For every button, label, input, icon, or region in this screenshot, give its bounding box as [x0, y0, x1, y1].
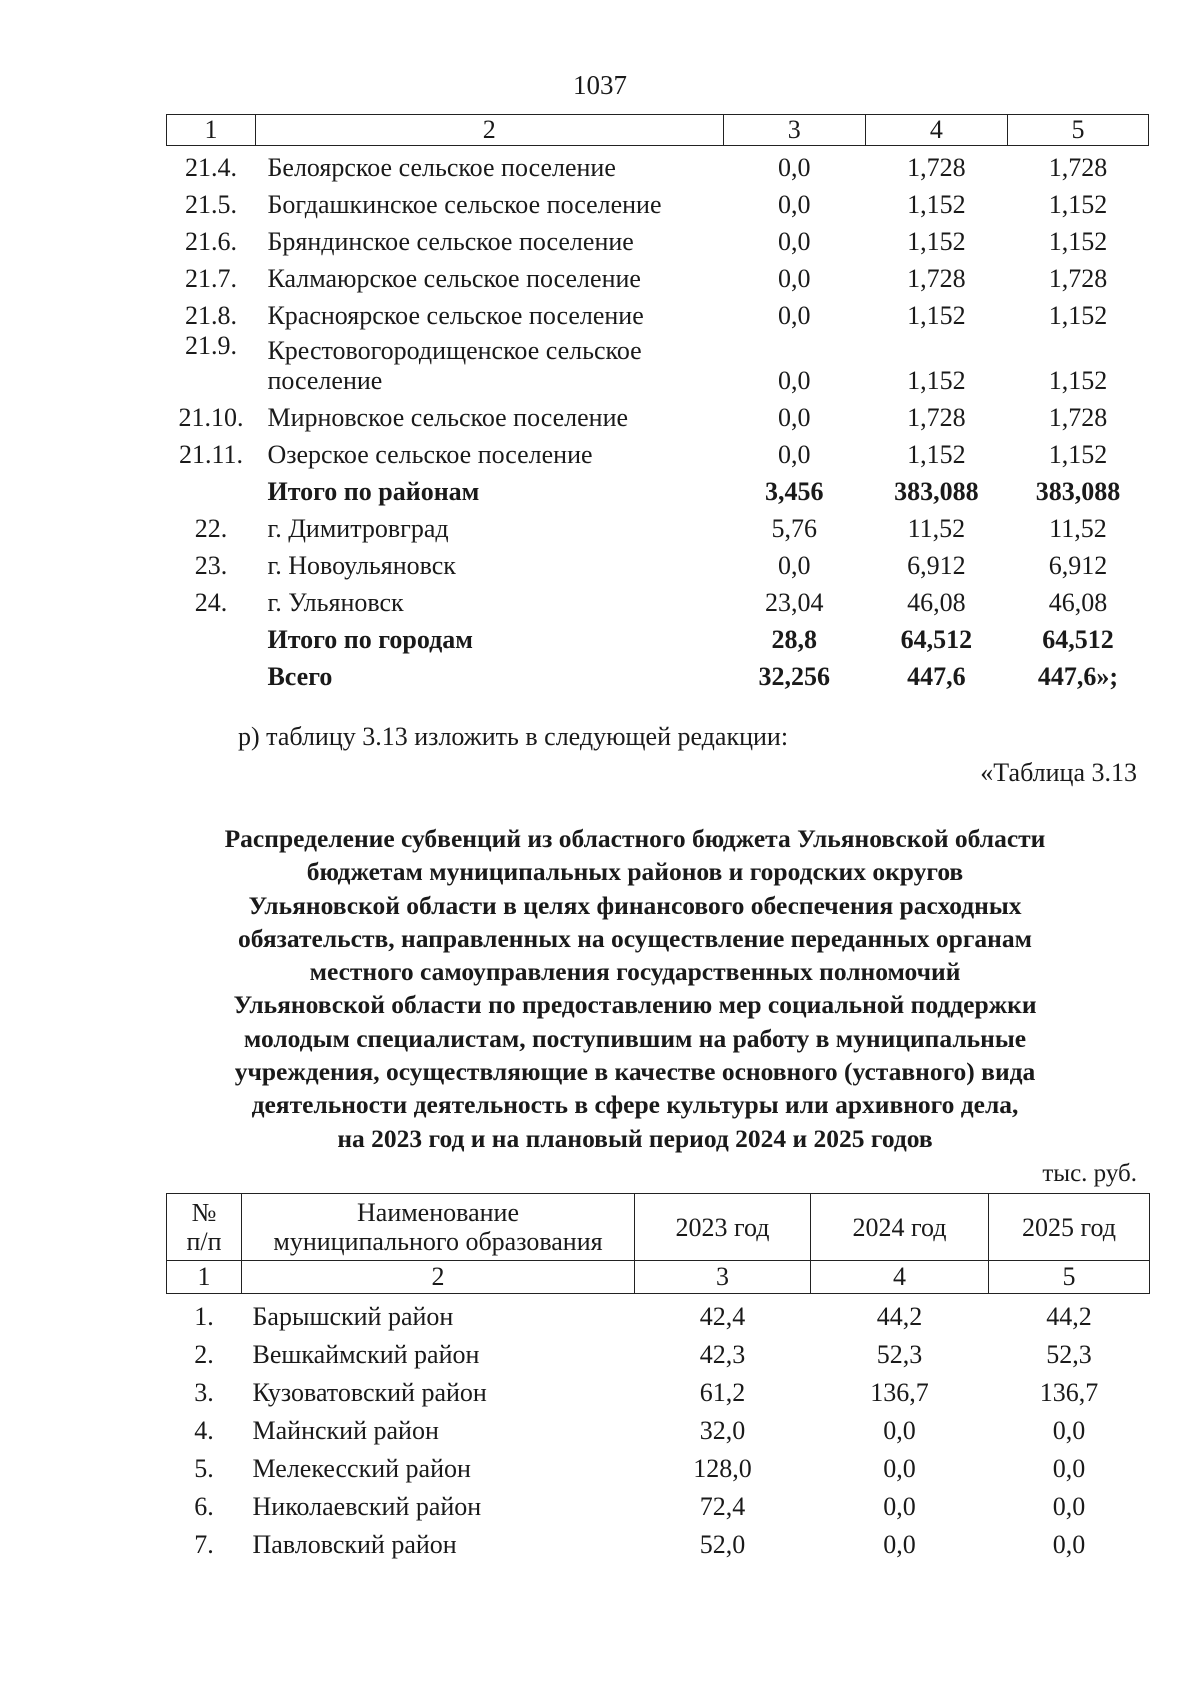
row-number — [167, 655, 256, 692]
row-value-2023: 128,0 — [693, 1454, 752, 1483]
subtotal-row-districts — [167, 470, 1149, 507]
table-1 — [166, 114, 1149, 692]
table-row — [167, 331, 1149, 396]
page-number: 1037 — [573, 70, 627, 100]
header-number-line-1: № — [191, 1198, 217, 1227]
row-name: Майнский район — [252, 1416, 439, 1445]
row-number: 21.6. — [184, 227, 237, 256]
table-1-colnum-4: 4 — [865, 115, 1007, 146]
row-value-2023: 0,0 — [777, 301, 811, 330]
row-value-2024: 0,0 — [883, 1530, 916, 1559]
row-name: Всего — [267, 662, 333, 691]
row-value-2023: 61,2 — [699, 1378, 746, 1407]
table-row — [167, 146, 1149, 184]
row-value-2025: 0,0 — [1052, 1530, 1086, 1559]
title-line: Ульяновской области в целях финансового обеспечения расходных — [248, 890, 1022, 920]
row-value-2025: 11,52 — [1049, 514, 1107, 543]
table-row — [167, 433, 1149, 470]
row-value-2025: 64,512 — [1042, 625, 1114, 654]
table-row — [167, 1370, 1150, 1408]
row-name: Калмаюрское сельское поселение — [267, 264, 641, 293]
row-value-2023: 32,256 — [758, 662, 830, 691]
row-value-2023: 0,0 — [777, 227, 811, 256]
table-reference: «Таблица 3.13 — [980, 758, 1137, 787]
row-value-2023: 0,0 — [777, 190, 811, 219]
row-name: Кузоватовский район — [252, 1378, 487, 1407]
row-value-2025: 447,6»; — [1037, 662, 1119, 691]
row-value-2024: 64,512 — [900, 625, 973, 654]
row-value-2025: 6,912 — [1048, 551, 1108, 580]
row-number: 5. — [194, 1454, 214, 1483]
row-value-2024: 1,728 — [907, 403, 966, 432]
table-row — [167, 294, 1149, 331]
row-value-2024: 383,088 — [894, 477, 979, 506]
row-name: Павловский район — [252, 1530, 457, 1559]
row-number: 21.10. — [178, 403, 244, 432]
row-number: 21.5. — [184, 190, 237, 219]
row-number: 23. — [194, 551, 228, 580]
table-2-colnum-2: 2 — [242, 1261, 635, 1294]
title-line: молодым специалистам, поступившим на работу в муниципальные — [243, 1023, 1027, 1053]
row-name: г. Ульяновск — [267, 588, 404, 617]
row-value-2025: 1,728 — [1048, 264, 1108, 293]
row-number: 21.7. — [184, 264, 237, 293]
row-name: Итого по городам — [267, 625, 473, 654]
row-value-2023: 42,3 — [699, 1340, 746, 1369]
row-value-2024: 1,152 — [907, 227, 966, 256]
row-number: 21.4. — [184, 153, 237, 182]
row-value-2023: 0,0 — [777, 264, 811, 293]
row-value-2025: 1,152 — [1048, 227, 1108, 256]
row-number — [167, 618, 256, 655]
title-line: учреждения, осуществляющие в качестве основного (уставного) вида — [234, 1057, 1036, 1087]
row-value-2024: 1,152 — [907, 440, 966, 469]
row-value-2023: 5,76 — [771, 514, 817, 543]
row-value-2025: 1,152 — [1048, 366, 1108, 395]
table-row — [167, 1446, 1150, 1484]
row-name: Вешкаймский район — [252, 1340, 480, 1369]
row-number: 24. — [194, 588, 228, 617]
table-row — [167, 257, 1149, 294]
row-value-2023: 32,0 — [699, 1416, 746, 1445]
table-2-colnum-4: 4 — [811, 1261, 989, 1294]
row-value-2025: 1,728 — [1048, 403, 1108, 432]
row-name-line-2: поселение — [267, 366, 383, 395]
row-name: Белоярское сельское поселение — [267, 153, 616, 182]
row-number — [167, 470, 256, 507]
row-value-2024: 6,912 — [907, 551, 966, 580]
row-name-line-1: Крестовогородищенское сельское — [267, 336, 642, 365]
header-number — [167, 1194, 242, 1261]
header-2024: 2024 год — [811, 1194, 989, 1261]
row-value-2025: 1,728 — [1048, 153, 1108, 182]
table-row — [167, 183, 1149, 220]
row-name: г. Димитровград — [267, 514, 449, 543]
row-value-2025: 1,152 — [1048, 301, 1108, 330]
row-value-2024: 44,2 — [876, 1302, 923, 1331]
title-line: местного самоуправления государственных полномочий — [309, 957, 961, 987]
row-number: 21.8. — [184, 301, 237, 330]
table-row — [167, 220, 1149, 257]
table-2-colnum-1: 1 — [167, 1261, 242, 1294]
row-value-2024: 52,3 — [876, 1340, 923, 1369]
row-value-2023: 23,04 — [764, 588, 824, 617]
table-row — [167, 1294, 1150, 1333]
table-2-colnum-row — [167, 1261, 1150, 1294]
table-2 — [166, 1193, 1150, 1560]
title-line: деятельности деятельность в сфере культуры или архивного дела, — [251, 1090, 1019, 1120]
row-value-2024: 0,0 — [883, 1416, 916, 1445]
units-label: тыс. руб. — [1042, 1160, 1137, 1187]
table-1-colnum-2: 2 — [255, 115, 723, 146]
subtotal-row-cities — [167, 618, 1149, 655]
row-name: Мирновское сельское поселение — [267, 403, 629, 432]
title-line: обязательств, направленных на осуществление переданных органам — [238, 923, 1032, 953]
header-name — [242, 1194, 635, 1261]
row-value-2024: 1,728 — [907, 264, 966, 293]
table-2-colnum-3: 3 — [635, 1261, 811, 1294]
row-name: Красноярское сельское поселение — [267, 301, 644, 330]
table-row — [167, 581, 1149, 618]
title-line: Распределение субвенций из областного бюджета Ульяновской области — [224, 824, 1046, 853]
row-number: 21.11. — [178, 440, 243, 469]
row-number: 3. — [194, 1378, 214, 1407]
table-row — [167, 1484, 1150, 1522]
table-1-colnum-3: 3 — [723, 115, 865, 146]
row-value-2023: 0,0 — [777, 366, 811, 395]
row-value-2024: 0,0 — [883, 1492, 916, 1521]
row-name — [255, 331, 723, 396]
row-value-2024: 1,728 — [907, 153, 966, 182]
row-value-2024: 46,08 — [907, 588, 966, 617]
row-value-2025: 0,0 — [1052, 1454, 1086, 1483]
row-value-2024: 1,152 — [907, 190, 966, 219]
row-name: Бряндинское сельское поселение — [267, 227, 634, 256]
row-number: 1. — [194, 1302, 214, 1331]
table-row — [167, 1332, 1150, 1370]
header-2023: 2023 год — [635, 1194, 811, 1261]
row-value-2023: 0,0 — [777, 153, 811, 182]
row-number: 7. — [194, 1530, 214, 1559]
row-value-2023: 0,0 — [777, 403, 811, 432]
table-1-colnum-1: 1 — [167, 115, 256, 146]
table-1-colnum-5: 5 — [1007, 115, 1148, 146]
row-value-2023: 72,4 — [699, 1492, 746, 1521]
table-row — [167, 544, 1149, 581]
row-value-2023: 3,456 — [764, 477, 824, 506]
amendment-instruction: р) таблицу 3.13 изложить в следующей редакции: — [238, 722, 789, 751]
row-value-2025: 46,08 — [1048, 588, 1108, 617]
row-value-2025: 0,0 — [1052, 1492, 1086, 1521]
row-name: Итого по районам — [267, 477, 480, 506]
title-line: на 2023 год и на плановый период 2024 и 2025 годов — [337, 1123, 933, 1153]
title-line: Ульяновской области по предоставлению мер социальной поддержки — [233, 990, 1037, 1020]
title-line: бюджетам муниципальных районов и городских округов — [306, 857, 964, 887]
row-value-2025: 383,088 — [1035, 477, 1121, 506]
table-row — [167, 1408, 1150, 1446]
table-1-header-row — [167, 115, 1149, 146]
row-value-2025: 1,152 — [1048, 190, 1108, 219]
table-row — [167, 396, 1149, 433]
row-value-2025: 44,2 — [1046, 1302, 1092, 1331]
row-value-2023: 0,0 — [777, 440, 811, 469]
header-2025: 2025 год — [989, 1194, 1150, 1261]
row-number: 6. — [194, 1492, 214, 1521]
row-value-2024: 136,7 — [870, 1378, 929, 1407]
row-value-2024: 1,152 — [907, 366, 966, 395]
table-2-header-row — [167, 1194, 1150, 1261]
row-value-2023: 42,4 — [699, 1302, 746, 1331]
row-value-2025: 1,152 — [1048, 440, 1108, 469]
row-value-2023: 28,8 — [771, 625, 817, 654]
row-value-2024: 1,152 — [907, 301, 966, 330]
row-value-2023: 0,0 — [777, 551, 811, 580]
table-title — [150, 822, 1120, 1155]
row-number: 21.9. — [184, 331, 237, 360]
header-name-line-1: Наименование — [357, 1198, 519, 1227]
header-name-line-2: муниципального образования — [273, 1227, 603, 1256]
row-name: Николаевский район — [252, 1492, 482, 1521]
table-row — [167, 1522, 1150, 1560]
row-name: г. Новоульяновск — [267, 551, 456, 580]
header-number-line-2: п/п — [186, 1227, 222, 1256]
table-2-colnum-5: 5 — [989, 1261, 1150, 1294]
table-row — [167, 507, 1149, 544]
row-value-2024: 11,52 — [907, 514, 966, 543]
row-name: Озерское сельское поселение — [267, 440, 593, 469]
row-value-2024: 0,0 — [883, 1454, 916, 1483]
row-value-2024: 447,6 — [907, 662, 966, 691]
total-row — [167, 655, 1149, 692]
row-value-2025: 52,3 — [1046, 1340, 1092, 1369]
row-name: Мелекесский район — [252, 1454, 471, 1483]
row-value-2025: 0,0 — [1052, 1416, 1086, 1445]
row-number: 22. — [194, 514, 228, 543]
row-number: 4. — [194, 1416, 214, 1445]
row-name: Богдашкинское сельское поселение — [267, 190, 662, 219]
row-value-2025: 136,7 — [1039, 1378, 1099, 1407]
row-value-2023: 52,0 — [699, 1530, 746, 1559]
row-number: 2. — [194, 1340, 214, 1369]
row-name: Барышский район — [252, 1302, 454, 1331]
